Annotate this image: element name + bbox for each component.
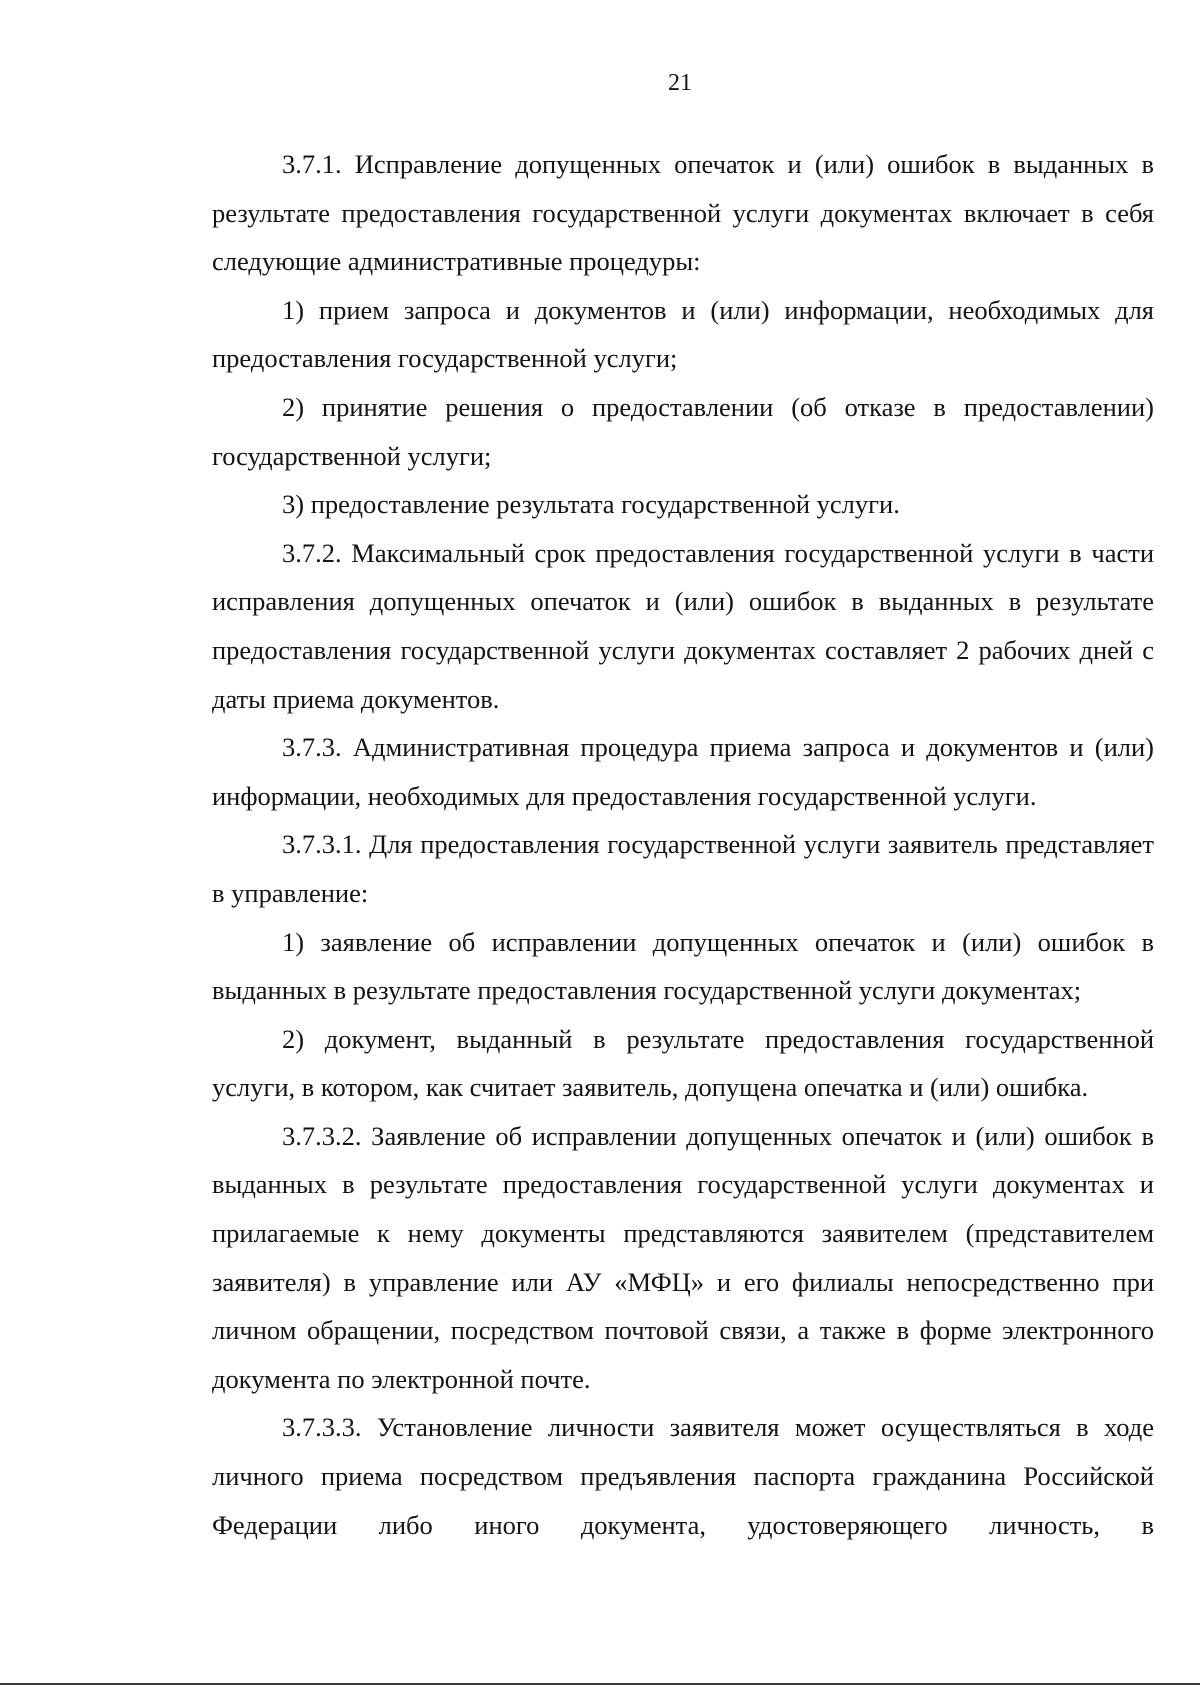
paragraph-3-7-3-1: 3.7.3.1. Для предоставления государственной услуги заявитель представляет в управление: (212, 829, 1154, 908)
page-bottom-rule (0, 1683, 1200, 1685)
paragraph-3-7-3: 3.7.3. Административная процедура приема запроса и документов и (или) информации, необходимых для предоставления государственной услуги. (212, 732, 1154, 811)
paragraph-3-7-3-2: 3.7.3.2. Заявление об исправлении допущенных опечаток и (или) ошибок в выданных в результате предоставления государственной услуги документах и прилагаемые к нему документы представляются заявителем (представителем заявителя) в управление или АУ «МФЦ» и его филиалы непосредственно при личном обращении, посредством почтовой связи, а также в форме электронного документа по электронной почте. (212, 1120, 1154, 1394)
list-item-document: 2) документ, выданный в результате предоставления государственной услуги, в котором, как считает заявитель, допущена опечатка и (или) ошибка. (212, 1023, 1154, 1103)
paragraph-3-7-2: 3.7.2. Максимальный срок предоставления государственной услуги в части исправления допущенных опечаток и (или) ошибок в выданных в результате предоставления государственной услуги документах составляет 2 рабочих дней с даты приема документов. (212, 537, 1154, 714)
paragraph-3-7-1: 3.7.1. Исправление допущенных опечаток и (или) ошибок в выданных в результате предоставления государственной услуги документах включает в себя следующие административные процедуры: (212, 149, 1154, 277)
list-item-1: 1) прием запроса и документов и (или) информации, необходимых для предоставления государственной услуги; (212, 294, 1154, 374)
paragraph-3-7-3-3: 3.7.3.3. Установление личности заявителя может осуществляться в ходе личного приема посредством предъявления паспорта гражданина Российской Федерации либо иного документа, удостоверяющего личность, в (212, 1412, 1154, 1540)
document-body (212, 140, 1154, 1549)
page-number: 21 (668, 70, 692, 96)
list-item-application: 1) заявление об исправлении допущенных опечаток и (или) ошибок в выданных в результате предоставления государственной услуги документах; (212, 926, 1154, 1006)
list-item-3: 3) предоставление результата государственной услуги. (282, 489, 900, 520)
list-item-2: 2) принятие решения о предоставлении (об отказе в предоставлении) государственной услуги; (212, 391, 1154, 471)
